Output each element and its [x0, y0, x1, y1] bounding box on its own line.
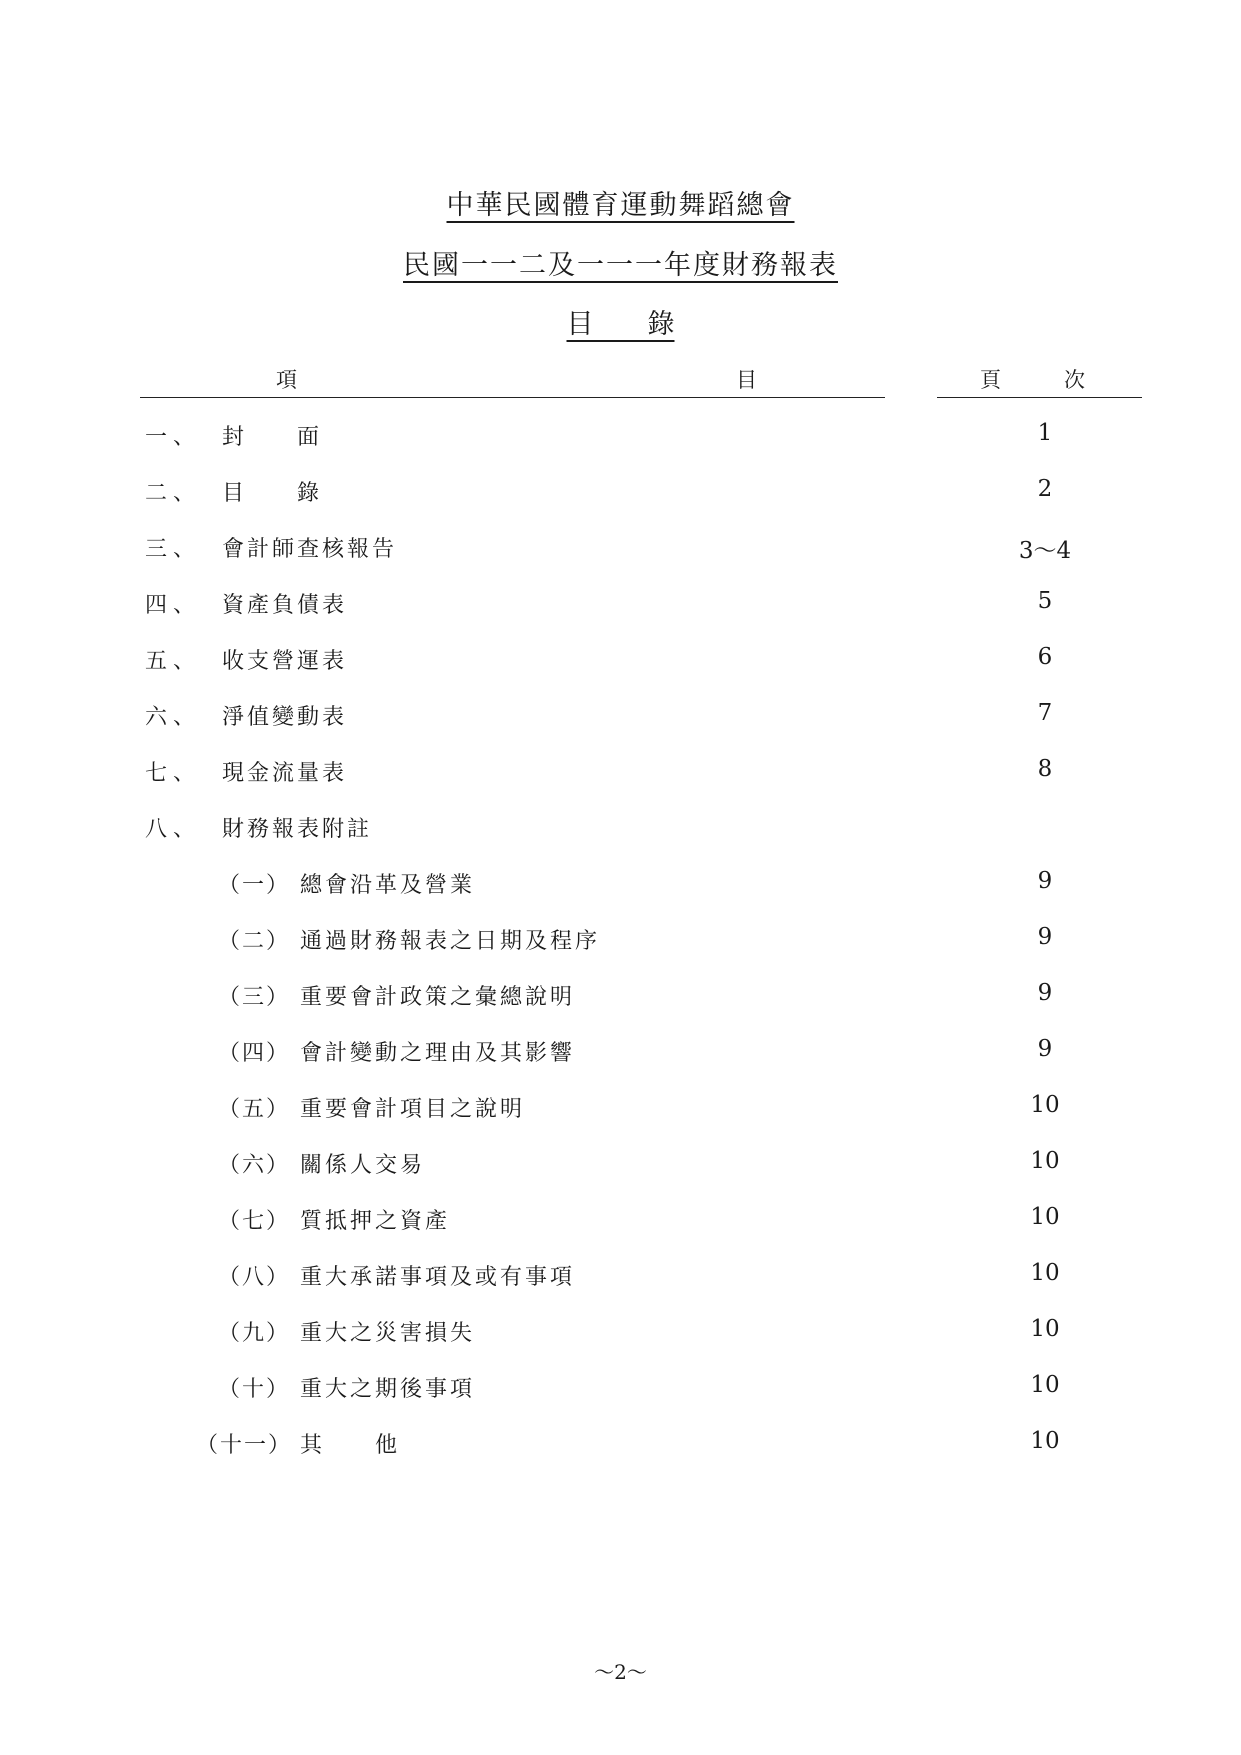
toc-note-page: 10 [1030, 1372, 1060, 1398]
toc-row-number: 一、 [145, 425, 202, 450]
column-header-item-right: 目 [736, 368, 757, 392]
toc-note-page: 9 [1037, 924, 1053, 950]
toc-note-number: （七） [218, 1209, 291, 1234]
toc-note-page: 9 [1037, 868, 1053, 894]
toc-note-number: （六） [218, 1153, 291, 1178]
toc-row-page: 1 [1037, 420, 1053, 446]
toc-note-number: （五） [218, 1097, 291, 1122]
toc-row-number: 八、 [145, 817, 202, 842]
toc-row-number: 三、 [145, 537, 202, 562]
toc-note-number: （三） [218, 985, 291, 1010]
toc-note-number: （九） [218, 1321, 291, 1346]
toc-note-number: （一） [218, 873, 291, 898]
toc-row-page: 7 [1037, 700, 1053, 726]
toc-note-label: 總會沿革及營業 [300, 873, 476, 898]
toc-note-row [0, 980, 1241, 1020]
toc-row-number: 六、 [145, 705, 202, 730]
toc-row-label: 資產負債表 [222, 593, 348, 618]
toc-row [0, 588, 1241, 628]
toc-note-label: 質抵押之資產 [300, 1209, 451, 1234]
toc-row-page: 6 [1037, 644, 1053, 670]
toc-note-page: 10 [1030, 1316, 1060, 1342]
toc-row-label: 封 面 [222, 425, 323, 450]
toc-row-number: 四、 [145, 593, 202, 618]
toc-note-row [0, 868, 1241, 908]
organization-title: 中華民國體育運動舞蹈總會 [446, 190, 795, 221]
column-header-item-left: 項 [276, 368, 297, 392]
toc-row-number: 二、 [145, 481, 202, 506]
toc-row-number: 五、 [145, 649, 202, 674]
header-rule-items [140, 397, 885, 398]
toc-note-row [0, 1372, 1241, 1412]
toc-note-row [0, 1204, 1241, 1244]
toc-row-page: 8 [1037, 756, 1053, 782]
toc-row-label: 會計師查核報告 [222, 537, 398, 562]
toc-note-row [0, 924, 1241, 964]
toc-row-label: 目 錄 [222, 481, 323, 506]
toc-note-page: 10 [1030, 1428, 1060, 1454]
report-title: 民國一一二及一一一年度財務報表 [403, 250, 838, 281]
toc-note-page: 9 [1037, 980, 1053, 1006]
toc-title: 目 錄 [566, 309, 675, 340]
toc-note-label: 重大之期後事項 [300, 1377, 476, 1402]
toc-note-label: 其 他 [300, 1433, 401, 1458]
toc-note-label: 通過財務報表之日期及程序 [300, 929, 601, 954]
toc-note-row [0, 1260, 1241, 1300]
toc-note-label: 關係人交易 [300, 1153, 426, 1178]
toc-row-label: 財務報表附註 [222, 817, 373, 842]
toc-row [0, 700, 1241, 740]
toc-row [0, 644, 1241, 684]
page-number: ～2～ [594, 1660, 647, 1684]
toc-note-number: （二） [218, 929, 291, 954]
toc-row-page: 2 [1037, 476, 1053, 502]
toc-note-number: （十一） [196, 1433, 293, 1458]
toc-row-label: 現金流量表 [222, 761, 348, 786]
toc-note-label: 重要會計項目之說明 [300, 1097, 526, 1122]
toc-note-number: （十） [218, 1377, 291, 1402]
toc-note-label: 重大承諾事項及或有事項 [300, 1265, 576, 1290]
toc-row-page: 3～4 [1018, 538, 1072, 564]
toc-row-label: 收支營運表 [222, 649, 348, 674]
toc-note-row [0, 1036, 1241, 1076]
toc-note-page: 10 [1030, 1148, 1060, 1174]
toc-row-number: 七、 [145, 761, 202, 786]
toc-row [0, 420, 1241, 460]
toc-note-row [0, 1428, 1241, 1468]
toc-row-page: 5 [1037, 588, 1053, 614]
toc-row [0, 756, 1241, 796]
toc-note-row [0, 1148, 1241, 1188]
toc-row [0, 476, 1241, 516]
toc-row [0, 812, 1241, 852]
toc-note-label: 會計變動之理由及其影響 [300, 1041, 576, 1066]
toc-note-page: 10 [1030, 1092, 1060, 1118]
toc-note-page: 9 [1037, 1036, 1053, 1062]
toc-note-row [0, 1316, 1241, 1356]
toc-note-row [0, 1092, 1241, 1132]
toc-row [0, 532, 1241, 572]
toc-note-page: 10 [1030, 1260, 1060, 1286]
toc-note-number: （四） [218, 1041, 291, 1066]
toc-note-label: 重大之災害損失 [300, 1321, 476, 1346]
toc-note-number: （八） [218, 1265, 291, 1290]
toc-note-page: 10 [1030, 1204, 1060, 1230]
column-header-page: 頁 次 [980, 368, 1085, 392]
toc-row-label: 淨值變動表 [222, 705, 348, 730]
header-rule-page [937, 397, 1142, 398]
toc-note-label: 重要會計政策之彙總說明 [300, 985, 576, 1010]
